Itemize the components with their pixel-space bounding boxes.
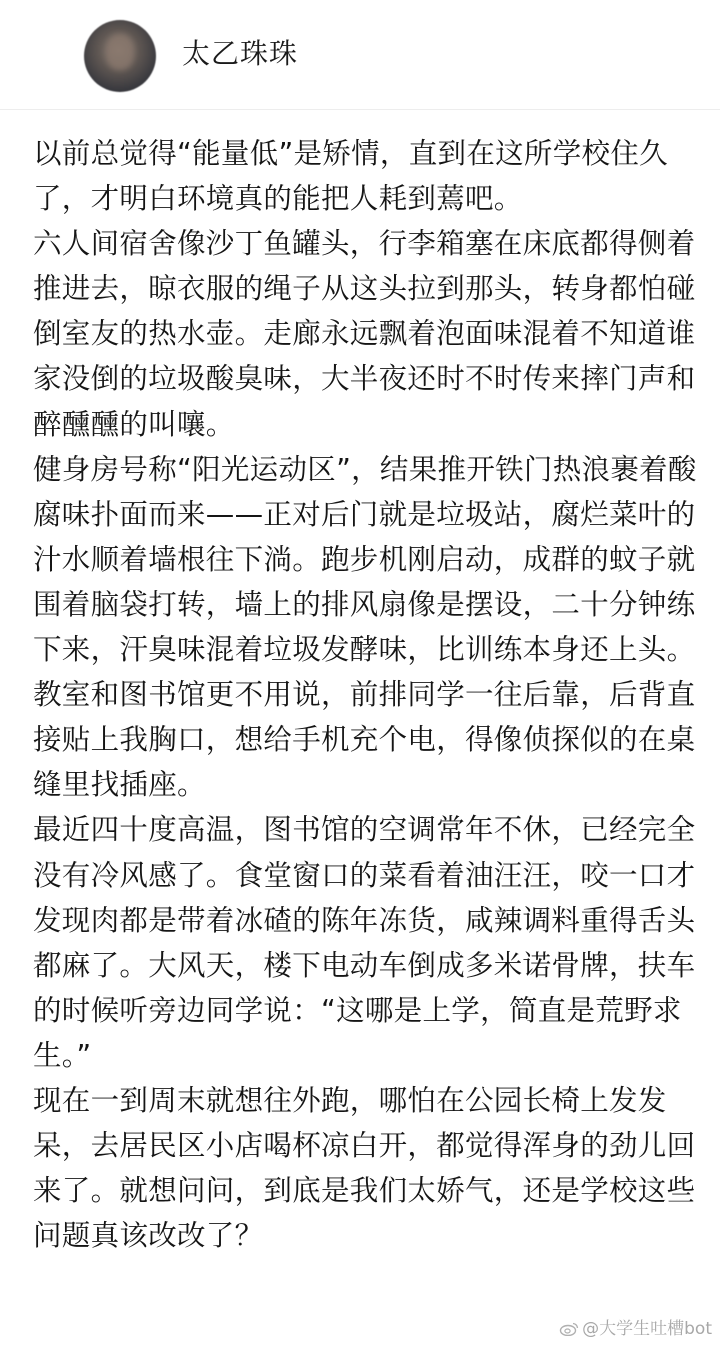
post-paragraph-3: 健身房号称“阳光运动区”，结果推开铁门热浪裹着酸腐味扑面而来——正对后门就是垃圾站，腐烂菜叶的汁水顺着墙根往下淌。跑步机刚启动，成群的蚊子就围着脑袋打转，墙上的排风扇像是摆设，二十分钟练下来，汗臭味混着垃圾发酵味，比训练本身还上头。教室和图书馆更不用说，前排同学一往后靠，后背直接贴上我胸口，想给手机充个电，得像侦探似的在桌缝里找插座。 [33,452,697,802]
avatar[interactable] [84,20,156,92]
watermark [559,1318,712,1340]
avatar-face-blurred [106,34,134,70]
post-paragraph-2: 六人间宿舍像沙丁鱼罐头，行李箱塞在床底都得侧着推进去，晾衣服的绳子从这头拉到那头，转身都怕碰倒室友的热水壶。走廊永远飘着泡面味混着不知道谁家没倒的垃圾酸臭味，大半夜还时不时传来摔门声和醉醺醺的叫嚷。 [33,227,696,441]
author-name[interactable]: 太乙珠珠 [182,37,299,70]
post-paragraph-4: 最近四十度高温，图书馆的空调常年不休，已经完全没有冷风感了。食堂窗口的菜看着油汪汪，咬一口才发现肉都是带着冰碴的陈年冻货，咸辣调料重得舌头都麻了。大风天，楼下电动车倒成多米诺骨牌，扶车的时候听旁边同学说：“这哪是上学，简直是荒野求生。” [33,813,696,1072]
post-text [33,131,703,1258]
post-paragraph-1: 以前总觉得“能量低”是矫情，直到在这所学校住久了，才明白环境真的能把人耗到蔫吧。 [33,137,668,216]
post-header [0,0,720,110]
weibo-logo-icon [559,1322,579,1336]
watermark-text: @大学生吐槽bot [582,1319,712,1339]
post-paragraph-5: 现在一到周末就想往外跑，哪怕在公园长椅上发发呆，去居民区小店喝杯凉白开，都觉得浑身的劲儿回来了。就想问问，到底是我们太娇气，还是学校这些问题真该改改了？ [33,1083,696,1253]
